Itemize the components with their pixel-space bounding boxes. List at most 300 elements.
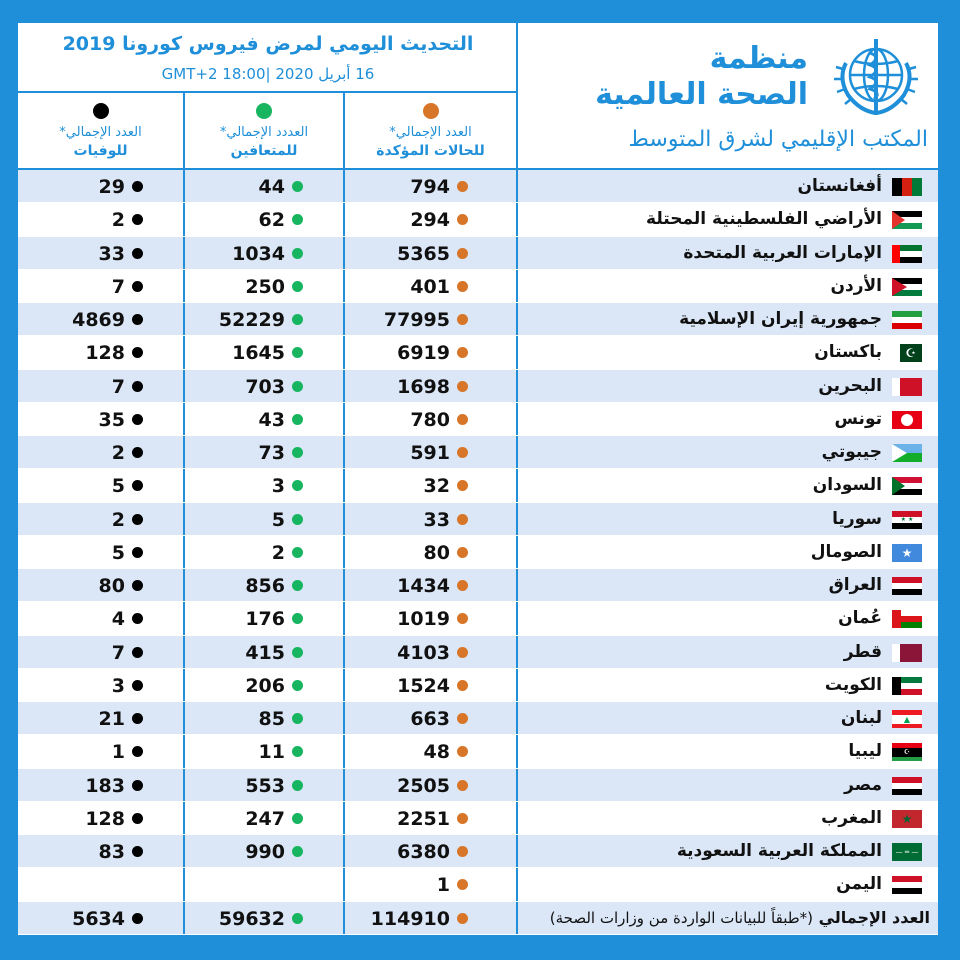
country-name: العراق — [828, 575, 882, 595]
recovered-dot-icon — [292, 613, 303, 624]
deaths-value: 29 — [98, 176, 125, 198]
recovered-cell — [185, 769, 345, 801]
confirmed-dot-icon — [457, 746, 468, 757]
bahrain-flag-icon — [892, 378, 922, 396]
table-row — [18, 769, 938, 802]
deaths-dot-icon — [132, 846, 143, 857]
recovered-cell — [185, 802, 345, 834]
recovered-value: 3 — [271, 475, 285, 498]
confirmed-dot-icon — [457, 780, 468, 791]
confirmed-value: 6919 — [397, 342, 450, 365]
confirmed-value: 77995 — [383, 309, 450, 331]
org-name-line1: منظمة — [709, 41, 808, 76]
confirmed-value: 591 — [410, 442, 450, 464]
deaths-cell — [18, 702, 185, 734]
who-logo-block — [518, 23, 938, 168]
afghanistan-flag-icon — [892, 178, 922, 196]
who-emblem-icon — [826, 33, 926, 123]
country-cell — [518, 802, 938, 834]
country-cell — [518, 469, 938, 501]
confirmed-cell — [345, 602, 518, 634]
recovered-cell — [185, 669, 345, 701]
country-cell — [518, 237, 938, 269]
deaths-cell — [18, 802, 185, 834]
total-deaths-dot-icon — [132, 913, 143, 924]
deaths-dot-icon — [132, 514, 143, 525]
country-name: قطر — [843, 641, 882, 662]
libya-flag-icon: ☪ — [892, 743, 922, 761]
deaths-cell — [18, 503, 185, 535]
deaths-dot-icon — [132, 347, 143, 358]
country-name: عُمان — [838, 608, 882, 629]
confirmed-value: 401 — [410, 275, 450, 298]
country-name: المملكة العربية السعودية — [676, 841, 882, 861]
deaths-value: 1 — [111, 741, 125, 764]
recovered-cell — [185, 602, 345, 634]
egypt-flag-icon — [892, 777, 922, 795]
confirmed-cell — [345, 702, 518, 734]
sudan-flag-icon — [892, 477, 922, 495]
deaths-value: 83 — [98, 841, 125, 863]
country-name: الإمارات العربية المتحدة — [683, 242, 882, 263]
table-row — [18, 835, 938, 868]
confirmed-value: 294 — [410, 209, 450, 232]
confirmed-value: 1524 — [397, 674, 450, 697]
iraq-flag-icon — [892, 577, 922, 595]
country-name: سوريا — [832, 508, 882, 529]
table-row — [18, 702, 938, 735]
recovered-cell — [185, 735, 345, 767]
country-name: لبنان — [840, 708, 882, 728]
country-name: جمهورية إيران الإسلامية — [679, 309, 882, 329]
confirmed-value: 4103 — [397, 641, 450, 664]
country-cell — [518, 636, 938, 668]
recovered-dot-icon — [292, 580, 303, 591]
deaths-column-header — [18, 93, 185, 168]
deaths-dot-icon — [93, 103, 109, 119]
deaths-cell — [18, 203, 185, 235]
confirmed-column-header — [345, 93, 518, 168]
total-confirmed-dot-icon — [457, 913, 468, 924]
deaths-cell — [18, 170, 185, 202]
confirmed-dot-icon — [457, 347, 468, 358]
recovered-dot-icon — [292, 480, 303, 491]
country-cell — [518, 170, 938, 202]
confirmed-dot-icon — [457, 580, 468, 591]
deaths-dot-icon — [132, 214, 143, 225]
pakistan-flag-icon: ☪ — [892, 344, 922, 362]
lebanon-flag-icon: ▲ — [892, 710, 922, 728]
morocco-flag-icon: ★ — [892, 810, 922, 828]
recovered-dot-icon — [292, 846, 303, 857]
country-name: مصر — [844, 774, 882, 795]
confirmed-cell — [345, 835, 518, 867]
org-name-line2: الصحة العالمية — [595, 77, 808, 112]
country-cell — [518, 602, 938, 634]
header — [18, 23, 938, 168]
country-cell — [518, 270, 938, 302]
deaths-cell — [18, 370, 185, 402]
recovered-dot-icon — [292, 181, 303, 192]
confirmed-dot-icon — [457, 314, 468, 325]
total-confirmed-cell — [345, 902, 518, 934]
deaths-value: 7 — [111, 275, 125, 298]
confirmed-cell — [345, 636, 518, 668]
deaths-dot-icon — [132, 248, 143, 259]
cases-table — [18, 170, 938, 935]
recovered-dot-icon — [292, 680, 303, 691]
confirmed-cell — [345, 303, 518, 335]
deaths-cell — [18, 569, 185, 601]
recovered-cell — [185, 503, 345, 535]
update-timestamp: 16 أبريل 2020 |GMT+2 18:00 — [161, 65, 375, 83]
deaths-cell — [18, 536, 185, 568]
deaths-value: 5 — [111, 541, 125, 564]
confirmed-value: 2251 — [397, 807, 450, 830]
total-label-cell — [518, 902, 938, 934]
recovered-dot-icon — [256, 103, 272, 119]
recovered-cell — [185, 403, 345, 435]
confirmed-dot-icon — [457, 381, 468, 392]
deaths-dot-icon — [132, 381, 143, 392]
recovered-value: 85 — [258, 708, 285, 730]
table-row — [18, 170, 938, 203]
deaths-dot-icon — [132, 746, 143, 757]
recovered-cell — [185, 170, 345, 202]
deaths-cell — [18, 636, 185, 668]
deaths-cell — [18, 735, 185, 767]
table-row — [18, 569, 938, 602]
confirmed-cell — [345, 436, 518, 468]
confirmed-cell — [345, 569, 518, 601]
recovered-cell — [185, 702, 345, 734]
recovered-value: 2 — [271, 541, 285, 564]
recovered-header-line1: العددد الإجمالي* — [219, 125, 309, 140]
deaths-cell — [18, 602, 185, 634]
table-row — [18, 203, 938, 236]
deaths-dot-icon — [132, 580, 143, 591]
deaths-cell — [18, 403, 185, 435]
confirmed-dot-icon — [457, 248, 468, 259]
deaths-value: 128 — [85, 342, 125, 365]
confirmed-dot-icon — [457, 181, 468, 192]
deaths-header-line1: العدد الإجمالي* — [59, 125, 142, 140]
total-recovered-dot-icon — [292, 913, 303, 924]
country-cell — [518, 868, 938, 900]
confirmed-value: 2505 — [397, 774, 450, 797]
country-name: البحرين — [818, 375, 882, 396]
confirmed-value: 1698 — [397, 375, 450, 398]
deaths-cell — [18, 469, 185, 501]
recovered-value: 206 — [245, 674, 285, 697]
confirmed-cell — [345, 403, 518, 435]
deaths-cell — [18, 769, 185, 801]
country-cell — [518, 669, 938, 701]
total-recovered-value: 59632 — [218, 907, 285, 930]
confirmed-dot-icon — [457, 846, 468, 857]
recovered-value: 415 — [245, 641, 285, 664]
deaths-dot-icon — [132, 780, 143, 791]
deaths-header-line2: للوفيات — [73, 143, 128, 159]
country-cell — [518, 203, 938, 235]
confirmed-cell — [345, 469, 518, 501]
table-row — [18, 735, 938, 768]
confirmed-value: 80 — [423, 541, 450, 564]
deaths-value: 33 — [98, 242, 125, 265]
deaths-cell — [18, 336, 185, 368]
recovered-value: 247 — [245, 807, 285, 830]
country-name: باكستان — [814, 342, 882, 363]
total-row — [18, 902, 938, 935]
deaths-value: 7 — [111, 641, 125, 664]
deaths-cell — [18, 835, 185, 867]
deaths-cell — [18, 868, 185, 900]
title-box — [18, 23, 518, 93]
table-row — [18, 868, 938, 901]
confirmed-value: 663 — [410, 708, 450, 730]
confirmed-dot-icon — [423, 103, 439, 119]
confirmed-dot-icon — [457, 613, 468, 624]
country-name: الأراضي الفلسطينية المحتلة — [646, 209, 882, 230]
recovered-cell — [185, 436, 345, 468]
infographic-frame — [18, 23, 938, 935]
confirmed-cell — [345, 237, 518, 269]
confirmed-value: 33 — [423, 508, 450, 531]
deaths-dot-icon — [132, 680, 143, 691]
confirmed-value: 1019 — [397, 608, 450, 631]
oman-flag-icon — [892, 610, 922, 628]
somalia-flag-icon: ★ — [892, 544, 922, 562]
recovered-value: 990 — [245, 841, 285, 863]
country-name: الصومال — [810, 541, 882, 562]
confirmed-dot-icon — [457, 514, 468, 525]
total-label-text: العدد الإجمالي — [818, 907, 930, 927]
table-row — [18, 303, 938, 336]
recovered-dot-icon — [292, 281, 303, 292]
confirmed-cell — [345, 170, 518, 202]
country-cell — [518, 336, 938, 368]
confirmed-value: 6380 — [397, 841, 450, 863]
confirmed-value: 780 — [410, 408, 450, 431]
country-name: جيبوتي — [821, 442, 882, 462]
confirmed-cell — [345, 370, 518, 402]
recovered-value: 44 — [258, 176, 285, 198]
table-row — [18, 503, 938, 536]
recovered-cell — [185, 203, 345, 235]
recovered-dot-icon — [292, 713, 303, 724]
country-cell — [518, 303, 938, 335]
recovered-dot-icon — [292, 813, 303, 824]
confirmed-header-line1: العدد الإجمالي* — [389, 125, 472, 140]
country-cell — [518, 702, 938, 734]
deaths-cell — [18, 237, 185, 269]
confirmed-dot-icon — [457, 547, 468, 558]
deaths-dot-icon — [132, 314, 143, 325]
country-cell — [518, 769, 938, 801]
confirmed-value: 32 — [423, 475, 450, 498]
confirmed-cell — [345, 203, 518, 235]
confirmed-dot-icon — [457, 480, 468, 491]
confirmed-cell — [345, 669, 518, 701]
syria-flag-icon: ★ ★ — [892, 511, 922, 529]
deaths-value: 7 — [111, 375, 125, 398]
table-row — [18, 370, 938, 403]
table-row — [18, 469, 938, 502]
recovered-value: 62 — [258, 209, 285, 232]
recovered-dot-icon — [292, 214, 303, 225]
recovered-dot-icon — [292, 381, 303, 392]
country-name: ليبيا — [848, 741, 882, 762]
page-title: التحديث اليومي لمرض فيروس كورونا 2019 — [62, 33, 474, 55]
deaths-cell — [18, 669, 185, 701]
country-cell — [518, 835, 938, 867]
recovered-header-line2: للمتعافين — [230, 143, 298, 159]
confirmed-cell — [345, 769, 518, 801]
recovered-cell — [185, 303, 345, 335]
confirmed-cell — [345, 270, 518, 302]
confirmed-dot-icon — [457, 647, 468, 658]
recovered-cell — [185, 569, 345, 601]
source-note: (*طبقاً للبيانات الواردة من وزارات الصحة) — [549, 908, 814, 927]
confirmed-dot-icon — [457, 713, 468, 724]
total-deaths-cell — [18, 902, 185, 934]
recovered-value: 176 — [245, 608, 285, 631]
recovered-cell — [185, 370, 345, 402]
deaths-dot-icon — [132, 713, 143, 724]
recovered-value: 250 — [245, 275, 285, 298]
confirmed-dot-icon — [457, 879, 468, 890]
confirmed-value: 1 — [436, 874, 450, 897]
iran-flag-icon — [892, 311, 922, 329]
recovered-cell — [185, 536, 345, 568]
palestine-flag-icon — [892, 211, 922, 229]
country-cell — [518, 735, 938, 767]
recovered-cell — [185, 835, 345, 867]
deaths-value: 5 — [111, 475, 125, 498]
confirmed-cell — [345, 735, 518, 767]
deaths-cell — [18, 303, 185, 335]
confirmed-dot-icon — [457, 214, 468, 225]
confirmed-value: 1434 — [397, 575, 450, 597]
table-row — [18, 802, 938, 835]
deaths-cell — [18, 270, 185, 302]
country-cell — [518, 436, 938, 468]
kuwait-flag-icon — [892, 677, 922, 695]
recovered-dot-icon — [292, 248, 303, 259]
country-name: المغرب — [821, 807, 882, 828]
qatar-flag-icon — [892, 644, 922, 662]
recovered-dot-icon — [292, 514, 303, 525]
recovered-cell — [185, 469, 345, 501]
confirmed-dot-icon — [457, 813, 468, 824]
deaths-dot-icon — [132, 414, 143, 425]
regional-office-name: المكتب الإقليمي لشرق المتوسط — [628, 127, 928, 152]
recovered-value: 11 — [258, 741, 285, 764]
total-label — [550, 908, 930, 927]
table-row — [18, 602, 938, 635]
uae-flag-icon — [892, 245, 922, 263]
deaths-dot-icon — [132, 281, 143, 292]
deaths-value: 2 — [111, 508, 125, 531]
confirmed-cell — [345, 802, 518, 834]
country-cell — [518, 403, 938, 435]
deaths-value: 4869 — [72, 309, 125, 331]
confirmed-cell — [345, 536, 518, 568]
recovered-dot-icon — [292, 447, 303, 458]
confirmed-dot-icon — [457, 680, 468, 691]
country-name: الأردن — [830, 275, 882, 296]
table-row — [18, 336, 938, 369]
table-row — [18, 436, 938, 469]
recovered-dot-icon — [292, 347, 303, 358]
recovered-column-header — [185, 93, 345, 168]
deaths-dot-icon — [132, 647, 143, 658]
recovered-cell — [185, 868, 345, 900]
recovered-value: 73 — [258, 442, 285, 464]
country-cell — [518, 370, 938, 402]
deaths-dot-icon — [132, 181, 143, 192]
confirmed-dot-icon — [457, 281, 468, 292]
table-row — [18, 669, 938, 702]
deaths-cell — [18, 436, 185, 468]
recovered-cell — [185, 270, 345, 302]
country-cell — [518, 503, 938, 535]
confirmed-cell — [345, 503, 518, 535]
recovered-value: 52229 — [218, 309, 285, 331]
deaths-value: 2 — [111, 209, 125, 232]
recovered-dot-icon — [292, 314, 303, 325]
confirmed-header-line2: للحالات المؤكدة — [376, 143, 485, 159]
table-row — [18, 536, 938, 569]
table-row — [18, 403, 938, 436]
confirmed-value: 5365 — [397, 242, 450, 265]
djibouti-flag-icon — [892, 444, 922, 462]
country-name: السودان — [812, 475, 882, 496]
recovered-dot-icon — [292, 746, 303, 757]
country-name: الكويت — [824, 674, 882, 695]
deaths-dot-icon — [132, 447, 143, 458]
confirmed-value: 794 — [410, 176, 450, 198]
total-recovered-cell — [185, 902, 345, 934]
confirmed-dot-icon — [457, 447, 468, 458]
confirmed-cell — [345, 336, 518, 368]
recovered-value: 1645 — [232, 342, 285, 365]
deaths-value: 21 — [98, 708, 125, 730]
recovered-value: 856 — [245, 575, 285, 597]
recovered-value: 553 — [245, 774, 285, 797]
total-confirmed-value: 114910 — [370, 907, 450, 930]
recovered-value: 43 — [258, 408, 285, 431]
recovered-value: 703 — [245, 375, 285, 398]
deaths-value: 3 — [111, 674, 125, 697]
recovered-cell — [185, 636, 345, 668]
recovered-cell — [185, 237, 345, 269]
recovered-dot-icon — [292, 780, 303, 791]
country-cell — [518, 569, 938, 601]
deaths-value: 2 — [111, 442, 125, 464]
confirmed-value: 48 — [423, 741, 450, 764]
total-deaths-value: 5634 — [72, 907, 125, 930]
deaths-value: 35 — [98, 408, 125, 431]
table-row — [18, 270, 938, 303]
confirmed-dot-icon — [457, 414, 468, 425]
deaths-value: 183 — [85, 774, 125, 797]
country-cell — [518, 536, 938, 568]
country-name: تونس — [834, 408, 882, 429]
deaths-value: 4 — [111, 608, 125, 631]
deaths-dot-icon — [132, 547, 143, 558]
recovered-dot-icon — [292, 414, 303, 425]
